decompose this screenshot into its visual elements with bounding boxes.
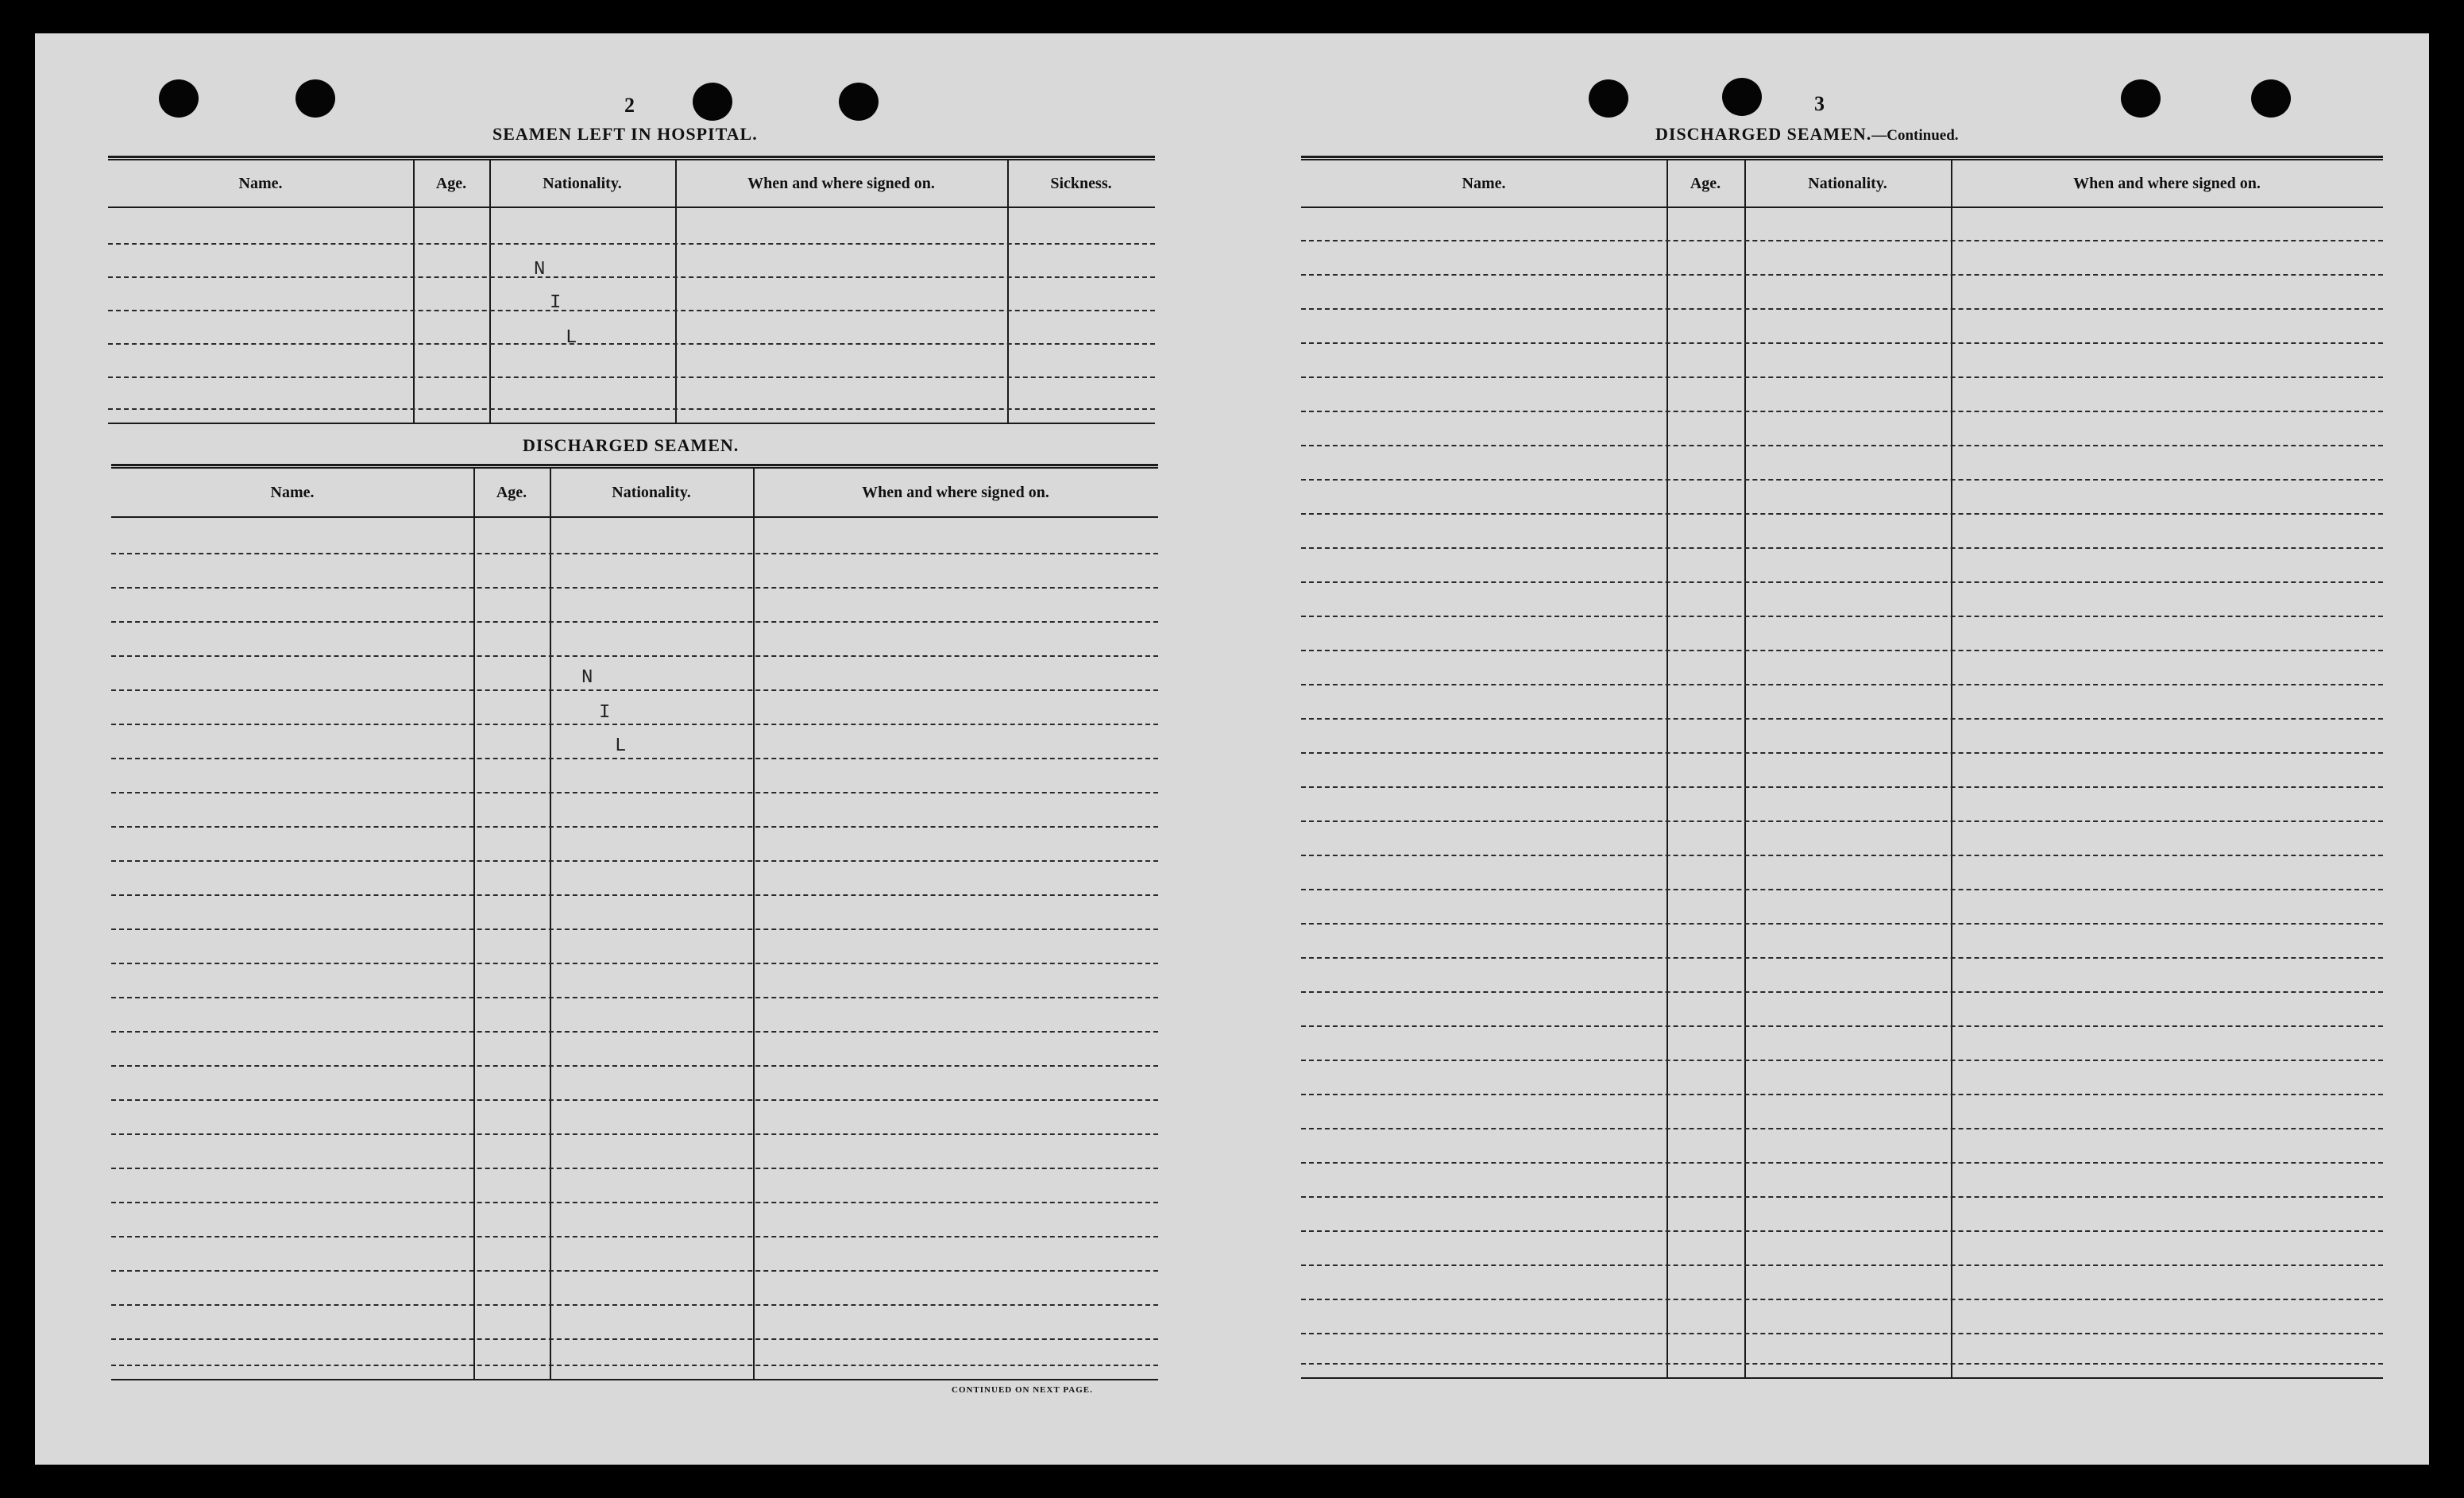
punch-hole (839, 83, 879, 121)
hospital-col-sickness: Sickness. (1050, 174, 1112, 192)
discharged-col-name: Name. (270, 483, 315, 501)
hospital-col-nationality: Nationality. (543, 174, 622, 192)
hospital-nil-l: L (566, 327, 577, 349)
hospital-col-signed-on: When and where signed on. (747, 174, 935, 192)
discharged-nil-i: I (599, 702, 611, 724)
hospital-title: SEAMEN LEFT IN HOSPITAL. (492, 124, 758, 144)
discharged-table (111, 464, 1158, 1417)
page-number-left: 2 (624, 94, 635, 117)
continued-title-suffix: —Continued. (1871, 127, 1959, 144)
continued-table (1301, 156, 2383, 1427)
discharged-col-signed-on: When and where signed on. (862, 483, 1049, 501)
discharged-nil-n: N (581, 667, 593, 689)
form-sheet (35, 33, 2429, 1465)
continued-col-name: Name. (1462, 174, 1506, 192)
punch-hole (295, 79, 335, 118)
discharged-title: DISCHARGED SEAMEN. (523, 435, 740, 455)
continued-col-signed-on: When and where signed on. (2073, 174, 2261, 192)
hospital-table (108, 156, 1155, 459)
punch-hole (1589, 79, 1628, 118)
continued-col-nationality: Nationality. (1808, 174, 1887, 192)
punch-hole (2121, 79, 2161, 118)
hospital-col-name: Name. (238, 174, 283, 192)
punch-hole (1722, 78, 1762, 116)
continued-title (1655, 124, 1959, 145)
discharged-col-age: Age. (496, 483, 527, 501)
continued-footer: CONTINUED ON NEXT PAGE. (952, 1385, 1093, 1395)
discharged-nil-l: L (615, 735, 627, 757)
punch-hole (693, 83, 732, 121)
hospital-nil-n: N (534, 259, 546, 280)
continued-col-age: Age. (1690, 174, 1721, 192)
hospital-col-age: Age. (435, 174, 467, 192)
hospital-nil-i: I (550, 292, 562, 314)
punch-hole (159, 79, 199, 118)
punch-hole (2251, 79, 2291, 118)
discharged-col-nationality: Nationality. (612, 483, 691, 501)
continued-title-main: DISCHARGED SEAMEN. (1655, 124, 1872, 144)
page-number-right: 3 (1814, 92, 1825, 115)
